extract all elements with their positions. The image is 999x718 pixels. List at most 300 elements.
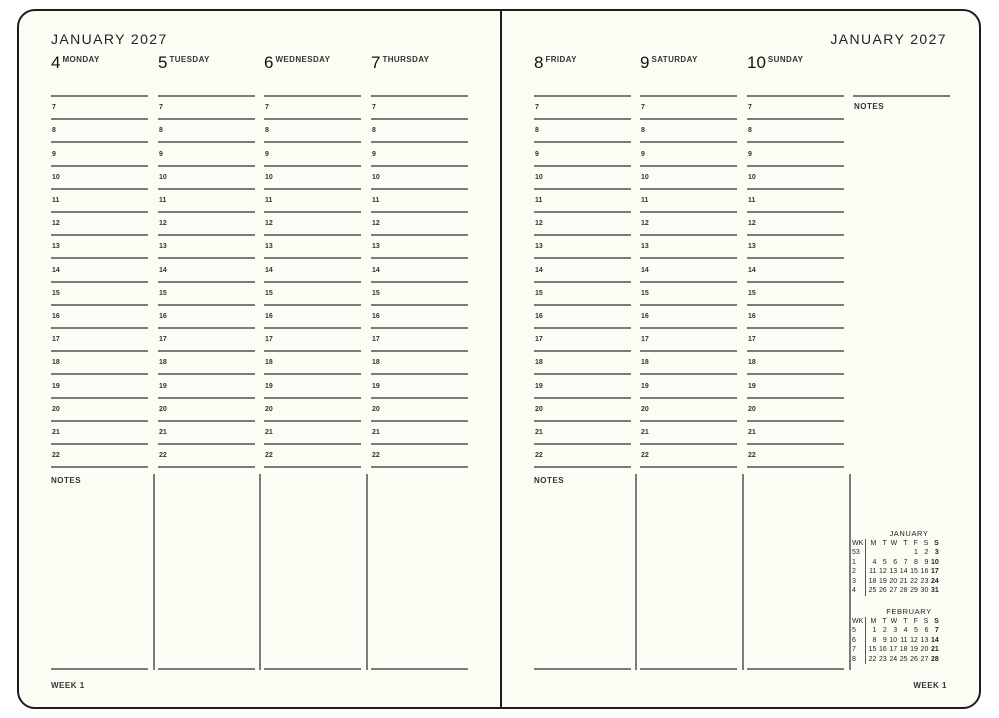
hour-rule[interactable] — [51, 281, 148, 283]
date-cell: 10 — [889, 636, 898, 644]
hour-rule[interactable] — [158, 188, 255, 190]
hour-rule[interactable] — [371, 373, 468, 375]
hour-rule[interactable] — [264, 304, 361, 306]
weekday-header: F — [913, 539, 918, 547]
date-cell: 26 — [910, 655, 918, 663]
date-cell: 15 — [910, 568, 918, 575]
date-cell: 28 — [899, 587, 908, 594]
hour-label: 15 — [641, 289, 649, 297]
hour-rule[interactable] — [51, 304, 148, 306]
hour-rule[interactable] — [534, 234, 631, 236]
hour-rule[interactable] — [264, 466, 361, 468]
date-cell: 22 — [868, 655, 877, 663]
hour-rule[interactable] — [371, 188, 468, 190]
hour-rule[interactable] — [640, 118, 737, 120]
date-cell: 4 — [903, 627, 908, 634]
weekday-header: WK — [852, 617, 866, 627]
hour-rule[interactable] — [264, 373, 361, 375]
hour-label: 13 — [159, 243, 167, 251]
mini-calendar-february — [852, 607, 952, 664]
notes-divider — [259, 474, 261, 670]
day-header — [534, 53, 577, 73]
hour-rule[interactable] — [371, 327, 468, 329]
date-cell: 21 — [899, 577, 908, 585]
hour-rule[interactable] — [534, 165, 631, 167]
hour-label: 7 — [52, 104, 56, 112]
hour-rule[interactable] — [534, 350, 631, 352]
hour-label: 15 — [748, 289, 756, 297]
hour-label: 16 — [641, 313, 649, 320]
hour-rule[interactable] — [747, 373, 844, 375]
notes-divider — [366, 474, 368, 670]
hour-rule[interactable] — [51, 350, 148, 352]
hour-rule[interactable] — [51, 373, 148, 375]
hour-rule[interactable] — [158, 141, 255, 143]
date-cell: 3 — [893, 627, 898, 634]
hour-rule[interactable] — [747, 118, 844, 120]
hour-label: 12 — [641, 220, 649, 228]
hour-rule[interactable] — [534, 420, 631, 422]
weekday-header: T — [882, 617, 887, 625]
date-cell: 1 — [872, 627, 877, 634]
hour-rule[interactable] — [264, 397, 361, 399]
hour-rule — [534, 95, 631, 97]
hour-rule[interactable] — [371, 281, 468, 283]
hour-rule[interactable] — [158, 397, 255, 399]
hour-label: 22 — [641, 452, 649, 460]
day-number: 10 — [747, 53, 766, 72]
date-cell: 11 — [869, 568, 877, 575]
date-cell: 17 — [889, 646, 898, 653]
day-header — [371, 53, 429, 73]
hour-label: 19 — [265, 382, 273, 390]
weekday-header: W — [890, 539, 898, 547]
hour-rule[interactable] — [747, 188, 844, 190]
week-number: 8 — [852, 655, 866, 665]
date-cell: 1 — [914, 549, 918, 556]
hour-label: 7 — [372, 104, 376, 112]
hour-rule[interactable] — [264, 165, 361, 167]
hour-label: 14 — [372, 266, 380, 274]
hour-rule[interactable] — [264, 257, 361, 259]
hour-rule[interactable] — [534, 466, 631, 468]
hour-label: 11 — [641, 197, 649, 204]
hour-label: 22 — [52, 452, 60, 460]
date-cell: 13 — [920, 636, 929, 644]
date-cell: 23 — [920, 577, 929, 585]
hour-label: 16 — [265, 313, 273, 320]
date-cell: 21 — [930, 646, 939, 653]
hour-label: 9 — [372, 150, 376, 158]
hour-label: 18 — [748, 359, 756, 367]
hour-label: 11 — [372, 197, 380, 204]
mini-calendar-january — [852, 529, 952, 596]
day-number: 6 — [264, 53, 274, 72]
hour-rule[interactable] — [640, 281, 737, 283]
date-cell: 18 — [899, 646, 908, 653]
hour-rule[interactable] — [747, 350, 844, 352]
hour-rule[interactable] — [534, 257, 631, 259]
date-cell: 23 — [878, 655, 887, 663]
date-cell: 19 — [878, 577, 887, 585]
hour-rule[interactable] — [371, 141, 468, 143]
hour-label: 20 — [372, 405, 380, 413]
week-number: 3 — [852, 577, 866, 587]
hour-label: 12 — [535, 220, 543, 228]
hour-rule[interactable] — [264, 211, 361, 213]
hour-rule[interactable] — [534, 327, 631, 329]
hour-rule[interactable] — [51, 443, 148, 445]
day-name: SUNDAY — [767, 55, 804, 64]
day-number: 9 — [640, 53, 650, 72]
weekday-header: S — [934, 617, 939, 625]
notes-bottom-rule — [371, 668, 468, 670]
hour-rule[interactable] — [158, 373, 255, 375]
hour-rule[interactable] — [264, 281, 361, 283]
hour-label: 15 — [52, 289, 60, 297]
hour-label: 16 — [52, 313, 60, 320]
date-cell: 6 — [924, 627, 929, 634]
hour-rule[interactable] — [640, 141, 737, 143]
hour-rule[interactable] — [371, 165, 468, 167]
date-cell: 6 — [893, 558, 898, 566]
hour-label: 10 — [641, 173, 649, 181]
hour-rule[interactable] — [371, 443, 468, 445]
week-number: 4 — [852, 586, 866, 596]
hour-rule[interactable] — [371, 234, 468, 236]
hour-label: 10 — [748, 173, 756, 181]
date-cell: 12 — [910, 636, 918, 644]
hour-rule[interactable] — [371, 466, 468, 468]
hour-label: 21 — [748, 429, 756, 436]
weekday-header: S — [923, 539, 929, 547]
hour-rule[interactable] — [640, 257, 737, 259]
hour-rule[interactable] — [747, 327, 844, 329]
hour-rule[interactable] — [640, 420, 737, 422]
day-header — [640, 53, 698, 73]
hour-label: 9 — [159, 150, 163, 158]
hour-rule[interactable] — [264, 327, 361, 329]
hour-rule[interactable] — [534, 118, 631, 120]
hour-label: 18 — [265, 359, 273, 367]
hour-label: 7 — [748, 104, 752, 112]
day-header — [747, 53, 803, 73]
hour-rule[interactable] — [158, 443, 255, 445]
hour-rule[interactable] — [51, 466, 148, 468]
hour-rule[interactable] — [640, 188, 737, 190]
hour-rule — [640, 95, 737, 97]
date-cell: 5 — [914, 627, 918, 634]
hour-rule[interactable] — [264, 188, 361, 190]
hour-label: 8 — [748, 127, 752, 135]
hour-label: 14 — [52, 266, 60, 274]
hour-rule[interactable] — [158, 350, 255, 352]
hour-label: 14 — [535, 266, 543, 274]
hour-rule[interactable] — [158, 327, 255, 329]
hour-rule[interactable] — [534, 304, 631, 306]
date-cell: 25 — [899, 655, 908, 663]
day-number: 7 — [371, 53, 381, 72]
hour-label: 19 — [748, 382, 756, 390]
hour-rule[interactable] — [158, 118, 255, 120]
date-cell: 25 — [868, 587, 877, 594]
date-cell: 30 — [920, 587, 929, 594]
day-header — [158, 53, 210, 73]
hour-rule[interactable] — [747, 466, 844, 468]
hour-label: 20 — [641, 405, 649, 413]
hour-rule[interactable] — [640, 466, 737, 468]
hour-rule[interactable] — [534, 211, 631, 213]
hour-rule[interactable] — [747, 397, 844, 399]
side-notes-label: NOTES — [854, 102, 885, 111]
hour-rule[interactable] — [51, 118, 148, 120]
hour-rule[interactable] — [264, 234, 361, 236]
notes-bottom-rule — [534, 668, 631, 670]
date-cell: 18 — [868, 577, 877, 585]
hour-label: 14 — [748, 266, 756, 274]
hour-rule[interactable] — [158, 211, 255, 213]
hour-rule[interactable] — [51, 420, 148, 422]
hour-rule[interactable] — [371, 397, 468, 399]
planner-spread — [17, 9, 981, 709]
weekday-header: T — [882, 539, 887, 547]
hour-label: 14 — [641, 266, 649, 274]
hour-rule — [264, 95, 361, 97]
hour-label: 20 — [52, 405, 60, 413]
hour-label: 21 — [372, 429, 380, 436]
hour-label: 13 — [641, 243, 649, 251]
date-cell: 16 — [920, 568, 929, 575]
hour-rule[interactable] — [158, 257, 255, 259]
notes-divider — [635, 474, 637, 670]
hour-rule[interactable] — [747, 211, 844, 213]
hour-label: 18 — [535, 359, 543, 367]
hour-rule[interactable] — [640, 165, 737, 167]
week-number: 1 — [852, 558, 866, 568]
date-cell: 14 — [930, 636, 939, 644]
day-name: FRIDAY — [545, 55, 577, 64]
hour-rule[interactable] — [51, 397, 148, 399]
day-number: 8 — [534, 53, 544, 72]
hour-label: 13 — [748, 243, 756, 251]
hour-rule[interactable] — [747, 420, 844, 422]
hour-rule[interactable] — [371, 350, 468, 352]
hour-rule[interactable] — [158, 466, 255, 468]
hour-rule[interactable] — [747, 281, 844, 283]
hour-label: 22 — [265, 452, 273, 460]
hour-rule[interactable] — [747, 443, 844, 445]
hour-rule — [747, 95, 844, 97]
hour-label: 8 — [535, 127, 539, 135]
hour-label: 18 — [641, 359, 649, 367]
date-cell: 17 — [930, 568, 939, 575]
hour-rule[interactable] — [747, 141, 844, 143]
hour-rule[interactable] — [640, 211, 737, 213]
hour-label: 10 — [52, 173, 60, 181]
hour-label: 16 — [372, 313, 380, 320]
hour-rule[interactable] — [371, 304, 468, 306]
hour-rule[interactable] — [158, 304, 255, 306]
hour-rule[interactable] — [371, 118, 468, 120]
hour-rule[interactable] — [158, 234, 255, 236]
date-cell: 9 — [882, 636, 887, 644]
notes-label: NOTES — [51, 476, 82, 485]
weekday-header: WK — [852, 539, 866, 549]
hour-label: 10 — [159, 173, 167, 181]
hour-label: 12 — [159, 220, 167, 228]
hour-rule[interactable] — [747, 257, 844, 259]
hour-rule[interactable] — [51, 234, 148, 236]
hour-rule[interactable] — [264, 350, 361, 352]
hour-rule[interactable] — [264, 443, 361, 445]
hour-rule[interactable] — [534, 281, 631, 283]
hour-rule[interactable] — [51, 141, 148, 143]
hour-rule[interactable] — [747, 234, 844, 236]
weekday-header: M — [870, 539, 877, 547]
hour-label: 13 — [265, 243, 273, 251]
hour-label: 8 — [641, 127, 645, 135]
mini-calendar-title: FEBRUARY — [886, 607, 932, 616]
date-cell: 2 — [882, 627, 887, 634]
side-notes-divider — [849, 474, 851, 670]
hour-label: 10 — [372, 173, 380, 181]
weekday-header: F — [913, 617, 918, 625]
hour-rule[interactable] — [51, 165, 148, 167]
hour-label: 11 — [159, 197, 167, 204]
date-cell: 13 — [889, 568, 898, 575]
weekday-header: T — [903, 539, 908, 547]
mini-calendar-title: JANUARY — [889, 529, 929, 538]
date-cell: 24 — [930, 577, 939, 585]
hour-label: 21 — [265, 429, 273, 436]
side-notes-rule — [853, 95, 950, 97]
hour-label: 19 — [52, 382, 60, 390]
hour-rule[interactable] — [158, 281, 255, 283]
hour-label: 18 — [52, 359, 60, 367]
hour-label: 16 — [748, 313, 756, 320]
hour-rule[interactable] — [264, 118, 361, 120]
notes-bottom-rule — [640, 668, 737, 670]
hour-label: 19 — [535, 382, 543, 390]
hour-label: 8 — [265, 127, 269, 135]
date-cell: 27 — [920, 655, 929, 663]
hour-label: 17 — [159, 336, 167, 344]
week-number: 5 — [852, 626, 866, 636]
hour-rule — [158, 95, 255, 97]
hour-label: 22 — [159, 452, 167, 460]
hour-label: 20 — [265, 405, 273, 413]
hour-label: 17 — [265, 336, 273, 344]
date-cell: 26 — [878, 587, 887, 594]
hour-label: 8 — [372, 127, 376, 135]
hour-rule[interactable] — [534, 443, 631, 445]
date-cell — [876, 548, 886, 558]
hour-label: 17 — [535, 336, 543, 344]
notes-bottom-rule — [51, 668, 148, 670]
hour-rule[interactable] — [371, 420, 468, 422]
hour-rule[interactable] — [747, 304, 844, 306]
hour-label: 11 — [748, 197, 756, 204]
hour-label: 7 — [159, 104, 163, 112]
date-cell: 9 — [924, 558, 929, 566]
hour-label: 21 — [159, 429, 167, 436]
date-cell: 3 — [934, 549, 939, 556]
hour-rule[interactable] — [640, 373, 737, 375]
hour-label: 17 — [372, 336, 380, 344]
hour-rule[interactable] — [747, 165, 844, 167]
hour-rule[interactable] — [640, 234, 737, 236]
hour-label: 9 — [748, 150, 752, 158]
hour-rule[interactable] — [51, 211, 148, 213]
date-cell: 20 — [920, 646, 929, 653]
hour-label: 12 — [748, 220, 756, 228]
day-name: TUESDAY — [169, 55, 210, 64]
hour-rule[interactable] — [51, 257, 148, 259]
hour-rule[interactable] — [264, 141, 361, 143]
hour-label: 22 — [372, 452, 380, 460]
notes-label: NOTES — [534, 476, 565, 485]
hour-label: 15 — [535, 289, 543, 297]
hour-rule[interactable] — [534, 397, 631, 399]
hour-rule[interactable] — [640, 327, 737, 329]
hour-rule[interactable] — [158, 165, 255, 167]
hour-rule[interactable] — [264, 420, 361, 422]
left-month-title: JANUARY 2027 — [51, 31, 168, 47]
notes-bottom-rule — [158, 668, 255, 670]
day-name: THURSDAY — [382, 55, 430, 64]
notes-bottom-rule — [747, 668, 844, 670]
hour-label: 7 — [641, 104, 645, 112]
hour-rule[interactable] — [51, 327, 148, 329]
hour-rule[interactable] — [534, 373, 631, 375]
date-cell: 15 — [868, 646, 877, 653]
hour-label: 12 — [372, 220, 380, 228]
hour-label: 16 — [535, 313, 543, 320]
hour-rule[interactable] — [640, 443, 737, 445]
date-cell: 20 — [889, 577, 898, 585]
date-cell: 2 — [924, 549, 929, 556]
hour-label: 17 — [641, 336, 649, 344]
weekday-header: W — [890, 617, 898, 625]
hour-label: 9 — [641, 150, 645, 158]
date-cell — [887, 548, 897, 558]
hour-rule[interactable] — [158, 420, 255, 422]
date-cell: 29 — [910, 587, 918, 594]
hour-rule[interactable] — [534, 188, 631, 190]
hour-label: 20 — [535, 405, 543, 413]
hour-label: 19 — [159, 382, 167, 390]
hour-label: 22 — [535, 452, 543, 460]
date-cell: 14 — [899, 568, 908, 575]
hour-label: 21 — [535, 429, 543, 436]
hour-rule[interactable] — [371, 257, 468, 259]
hour-label: 17 — [52, 336, 60, 344]
date-cell — [866, 548, 877, 558]
hour-label: 21 — [641, 429, 649, 436]
weekday-header: M — [870, 617, 877, 625]
hour-rule[interactable] — [640, 350, 737, 352]
hour-rule[interactable] — [534, 141, 631, 143]
hour-rule[interactable] — [51, 188, 148, 190]
day-number: 4 — [51, 53, 61, 72]
date-cell — [897, 548, 907, 558]
hour-rule[interactable] — [640, 397, 737, 399]
hour-label: 7 — [265, 104, 269, 112]
hour-rule[interactable] — [371, 211, 468, 213]
hour-rule — [51, 95, 148, 97]
notes-divider — [742, 474, 744, 670]
hour-rule[interactable] — [640, 304, 737, 306]
